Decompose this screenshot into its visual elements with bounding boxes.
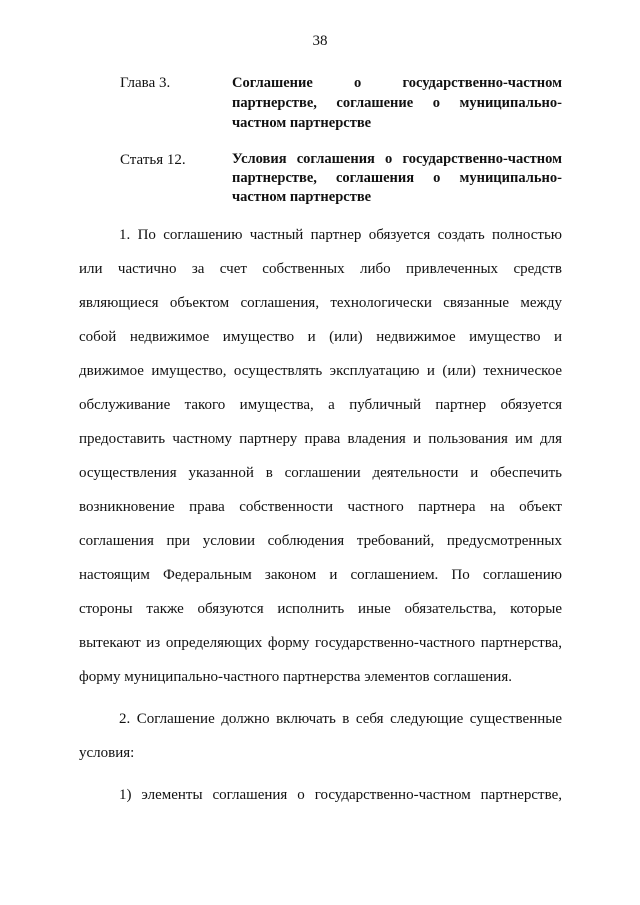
page-number: 38 <box>312 33 328 49</box>
paragraph-1: 1. По соглашению частный партнер обязуется создать полностью или частично за счет собственных либо привлеченных средств являющиеся объектом соглашения, технологически связанные между собой недвижимое имущество и (или) недвижимое имущество и движимое имущество, осуществлять эксплуатацию и (или) техническое обслуживание такого имущества, а публичный партнер обязуется предоставить частному партнеру права владения и пользования им для осуществления указанной в соглашении деятельности и обеспечить возникновение права собственности частного партнера на объект соглашения при условии соблюдения требований, предусмотренных настоящим Федеральным законом и соглашением. По соглашению стороны также обязуются исполнить иные обязательства, которые вытекают из определяющих форму государственно-частного партнерства, форму муниципально-частного партнерства элементов соглашения. <box>79 227 562 685</box>
chapter-title: Соглашение о государственно-частном партнерстве, соглашение о муниципально-частном партнерстве <box>232 75 562 131</box>
article-label: Статья 12. <box>120 152 186 168</box>
article-title: Условия соглашения о государственно-частном партнерстве, соглашения о муниципально-частном партнерстве <box>232 151 562 205</box>
chapter-label: Глава 3. <box>120 75 171 91</box>
chapter-heading <box>120 73 562 133</box>
paragraph-2: 2. Соглашение должно включать в себя следующие существенные условия: <box>79 711 562 761</box>
article-body <box>79 218 562 812</box>
paragraph-3: 1) элементы соглашения о государственно-частном партнерстве, <box>119 787 562 803</box>
article-heading <box>120 150 562 207</box>
